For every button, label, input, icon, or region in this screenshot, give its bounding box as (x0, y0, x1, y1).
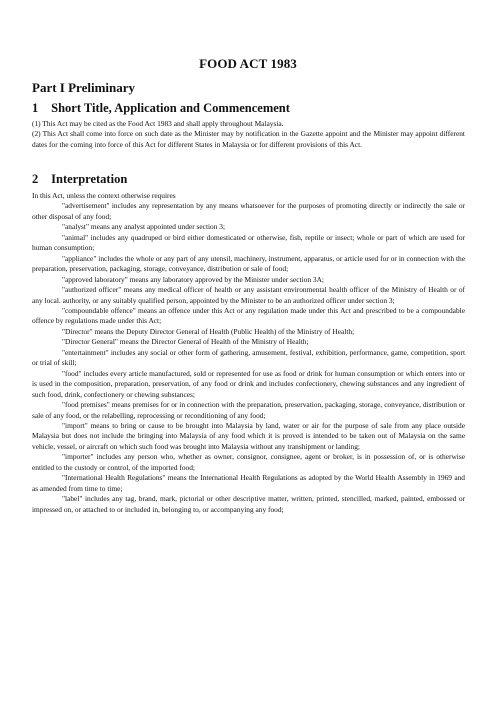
definition-compoundable-offence: "compoundable offence" means an offence under this Act or any regulation made under this Act and prescribed to be a compoundable offence by regulations made under this Act; (32, 305, 465, 326)
definition-approved-laboratory: "approved laboratory" means any laboratory approved by the Minister under section 3A; (62, 274, 324, 284)
definition-advertisement: "advertisement" includes any representation by any means whatsoever for the purposes of promoting directly or indirectly the sale or other disposal of any food; (32, 201, 465, 221)
section-1-body (32, 119, 465, 150)
definition-import: "import" means to bring or cause to be brought into Malaysia by land, water or air for the purpose of sale from any place outside Malaysia but does not include the bringing into Malaysia of any food which it is proved is intended to be taken out of Malaysia on the same vehicle, vessel, or aircraft on which such food was brought into Malaysia without any transhipment or landing; (32, 420, 465, 451)
definition-director-general: "Director General" means the Director General of Health of the Ministry of Health; (62, 337, 309, 347)
section-1-heading (32, 101, 290, 116)
definition-analyst: "analyst" means any analyst appointed under section 3; (62, 222, 226, 232)
part-heading: Part I Preliminary (32, 80, 136, 95)
definition-food: "food" includes every article manufactured, sold or represented for use as food or drink for human consumption or which enters into or is used in the composition, preparation, preservation, of any food or drink and includes confectionery, chewing substances and any ingredient of such food, drink, confectionery or chewing substances; (32, 368, 465, 399)
section-2-heading (32, 172, 127, 187)
definition-animal: "animal" includes any quadruped or bird either domesticated or otherwise, fish, reptile or insect; whole or part of which are used for human consumption; (32, 232, 465, 253)
section-title: Short Title, Application and Commencement (51, 101, 290, 115)
definition-label: "label" includes any tag, brand, mark, pictorial or other descriptive matter, written, printed, stencilled, marked, painted, embossed or impressed on, or attached to or included in, belonging to, or accompanying any food; (32, 494, 465, 514)
section-number: 1 (32, 101, 39, 115)
section-2-body (32, 191, 465, 515)
section-title: Interpretation (51, 172, 128, 186)
definition-international-health-regulations: "International Health Regulations" means the International Health Regulations as adopted by the World Health Assembly in 1969 and as amended from time to time; (32, 473, 465, 493)
definition-authorized-officer: "authorized officer" means any medical officer of health or any assistant environmental health officer of the Ministry of Health or of any local. authority, or any suitably qualified person, appointed by the Minister to be an authorized officer under section 3; (32, 285, 465, 305)
section-number: 2 (32, 172, 39, 186)
definition-importer: "importer" includes any person who, whether as owner, consignor, consignee, agent or broker, is in possession of, or is otherwise entitled to the custody or control, of the imported food; (32, 452, 465, 472)
paragraph: (1) This Act may be cited as the Food Act 1983 and shall apply throughout Malaysia. (32, 119, 284, 128)
definition-director: "Director" means the Deputy Director General of Health (Public Health) of the Ministry of Health; (62, 326, 355, 336)
definition-food-premises: "food premises" means premises for or in connection with the preparation, preservation, packaging, storage, conveyance, distribution or sale of any food, or the relabelling, reprocessing or reconditioning of any food; (32, 400, 465, 420)
document-title: FOOD ACT 1983 (199, 56, 297, 71)
definition-appliance: "appliance" includes the whole or any part of any utensil, machinery, instrument, apparatus, or article used for or in connection with the preparation, preservation, packaging, storage, conveyance, distribution or sale of food; (32, 253, 465, 274)
definition-entertainment: "entertainment" includes any social or other form of gathering, amusement, festival, exhibition, performance, game, competition, sport or trial of skill; (32, 347, 465, 368)
paragraph: (2) This Act shall come into force on such date as the Minister may by notification in the Gazette appoint and the Minister may appoint different dates for the coming into force of this Act for different States in Malaysia or for different provisions of this Act. (32, 129, 465, 149)
intro-paragraph: In this Act, unless the context otherwise requires (32, 191, 176, 200)
